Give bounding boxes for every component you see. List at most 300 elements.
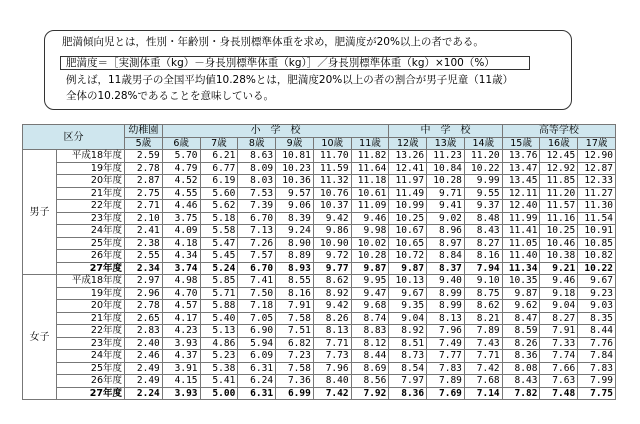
table-cell: 7.92 xyxy=(351,387,389,400)
table-cell: 10.25 xyxy=(540,225,578,238)
table-cell: 7.42 xyxy=(464,362,502,375)
sex-label: 男子 xyxy=(23,150,57,275)
table-cell: 7.42 xyxy=(313,387,351,400)
table-cell: 3.75 xyxy=(162,212,200,225)
table-cell: 11.18 xyxy=(351,175,389,188)
table-cell: 8.84 xyxy=(427,250,465,263)
table-cell: 9.57 xyxy=(276,187,314,200)
table-cell: 9.04 xyxy=(389,312,427,325)
table-cell: 11.27 xyxy=(578,187,616,200)
table-row xyxy=(23,187,616,200)
table-cell: 11.99 xyxy=(502,212,540,225)
header-age: 10歳 xyxy=(313,137,351,150)
table-cell: 12.90 xyxy=(578,150,616,163)
table-cell: 7.96 xyxy=(313,362,351,375)
table-row xyxy=(23,225,616,238)
table-cell: 9.06 xyxy=(276,200,314,213)
table-cell: 11.41 xyxy=(502,225,540,238)
table-cell: 8.96 xyxy=(427,225,465,238)
table-cell: 10.28 xyxy=(427,175,465,188)
table-cell: 7.77 xyxy=(427,350,465,363)
table-cell: 7.13 xyxy=(238,225,276,238)
table-cell: 9.55 xyxy=(464,187,502,200)
table-cell: 8.90 xyxy=(276,237,314,250)
table-cell: 9.42 xyxy=(313,300,351,313)
table-cell: 7.41 xyxy=(238,275,276,288)
table-cell: 8.75 xyxy=(464,287,502,300)
table-cell: 2.38 xyxy=(125,237,163,250)
table-cell: 2.87 xyxy=(125,175,163,188)
table-cell: 8.26 xyxy=(502,337,540,350)
table-cell: 8.89 xyxy=(276,250,314,263)
header-age: 11歳 xyxy=(351,137,389,150)
table-cell: 11.05 xyxy=(502,237,540,250)
table-cell: 2.24 xyxy=(125,387,163,400)
table-cell: 10.61 xyxy=(351,187,389,200)
table-cell: 8.48 xyxy=(464,212,502,225)
table-cell: 8.83 xyxy=(351,325,389,338)
obesity-rate-table xyxy=(22,124,616,400)
table-cell: 10.67 xyxy=(389,225,427,238)
table-cell: 10.35 xyxy=(502,275,540,288)
table-cell: 4.18 xyxy=(162,237,200,250)
table-cell: 7.58 xyxy=(276,362,314,375)
header-age: 13歳 xyxy=(427,137,465,150)
table-cell: 6.70 xyxy=(238,262,276,275)
table-row xyxy=(23,375,616,388)
table-cell: 9.87 xyxy=(389,262,427,275)
table-cell: 7.84 xyxy=(578,350,616,363)
table-cell: 4.70 xyxy=(162,287,200,300)
table-cell: 9.87 xyxy=(351,262,389,275)
table-cell: 6.21 xyxy=(200,150,238,163)
year-label: 23年度 xyxy=(57,337,125,350)
table-cell: 11.20 xyxy=(464,150,502,163)
table-cell: 9.46 xyxy=(351,212,389,225)
header-kindergarten: 幼稚園 xyxy=(125,125,163,138)
table-row xyxy=(23,387,616,400)
table-cell: 9.95 xyxy=(351,275,389,288)
table-cell: 8.59 xyxy=(502,325,540,338)
table-cell: 9.10 xyxy=(464,275,502,288)
table-cell: 7.73 xyxy=(313,350,351,363)
table-cell: 9.21 xyxy=(540,262,578,275)
header-age: 8歳 xyxy=(238,137,276,150)
table-cell: 5.38 xyxy=(200,362,238,375)
header-age: 15歳 xyxy=(502,137,540,150)
table-cell: 5.45 xyxy=(200,250,238,263)
table-cell: 9.42 xyxy=(313,212,351,225)
table-cell: 11.40 xyxy=(502,250,540,263)
table-cell: 7.49 xyxy=(427,337,465,350)
table-cell: 2.97 xyxy=(125,275,163,288)
table-cell: 3.91 xyxy=(162,362,200,375)
table-cell: 13.76 xyxy=(502,150,540,163)
table-cell: 2.96 xyxy=(125,287,163,300)
table-cell: 5.62 xyxy=(200,200,238,213)
table-cell: 10.46 xyxy=(540,237,578,250)
table-cell: 10.38 xyxy=(540,250,578,263)
table-cell: 9.04 xyxy=(540,300,578,313)
table-cell: 8.27 xyxy=(540,312,578,325)
table-cell: 7.74 xyxy=(540,350,578,363)
table-cell: 3.93 xyxy=(162,337,200,350)
table-cell: 2.34 xyxy=(125,262,163,275)
table-cell: 7.48 xyxy=(540,387,578,400)
table-cell: 6.82 xyxy=(276,337,314,350)
note-formula-text: 肥満度＝［実測体重（kg）－身長別標準体重（kg）］／身長別標準体重（kg）×100（%） xyxy=(66,57,495,69)
table-cell: 7.96 xyxy=(427,325,465,338)
table-cell: 12.33 xyxy=(578,175,616,188)
table-cell: 7.18 xyxy=(238,300,276,313)
table-row xyxy=(23,237,616,250)
table-cell: 10.90 xyxy=(313,237,351,250)
table-cell: 9.23 xyxy=(578,287,616,300)
table-row xyxy=(23,362,616,375)
table-cell: 12.45 xyxy=(540,150,578,163)
table-cell: 8.44 xyxy=(578,325,616,338)
table-row xyxy=(23,262,616,275)
table-cell: 8.16 xyxy=(464,250,502,263)
year-label: 27年度 xyxy=(57,387,125,400)
table-cell: 5.60 xyxy=(200,187,238,200)
table-cell: 7.63 xyxy=(540,375,578,388)
year-label: 20年度 xyxy=(57,300,125,313)
table-cell: 8.36 xyxy=(389,387,427,400)
table-cell: 4.86 xyxy=(200,337,238,350)
year-label: 19年度 xyxy=(57,162,125,175)
header-junior-high: 中 学 校 xyxy=(389,125,502,138)
table-cell: 7.99 xyxy=(578,375,616,388)
table-cell: 9.67 xyxy=(578,275,616,288)
table-cell: 7.71 xyxy=(313,337,351,350)
table-cell: 5.58 xyxy=(200,225,238,238)
table-cell: 10.36 xyxy=(276,175,314,188)
table-cell: 11.54 xyxy=(578,212,616,225)
table-cell: 8.03 xyxy=(238,175,276,188)
header-age: 17歳 xyxy=(578,137,616,150)
table-cell: 10.99 xyxy=(389,200,427,213)
table-cell: 7.82 xyxy=(502,387,540,400)
table-cell: 7.68 xyxy=(464,375,502,388)
table-cell: 2.41 xyxy=(125,225,163,238)
table-cell: 4.98 xyxy=(162,275,200,288)
table-cell: 6.90 xyxy=(238,325,276,338)
table-cell: 7.39 xyxy=(238,200,276,213)
note-definition-text: 肥満傾向児とは，性別・年齢別・身長別標準体重を求め，肥満度が20%以上の者である。 xyxy=(62,36,484,48)
year-label: 平成18年度 xyxy=(57,275,125,288)
table-cell: 8.36 xyxy=(502,350,540,363)
table-cell: 8.74 xyxy=(351,312,389,325)
table-cell: 8.08 xyxy=(502,362,540,375)
table-cell: 8.21 xyxy=(464,312,502,325)
table-cell: 8.13 xyxy=(427,312,465,325)
year-label: 24年度 xyxy=(57,225,125,238)
table-cell: 10.82 xyxy=(578,250,616,263)
table-cell: 11.16 xyxy=(540,212,578,225)
table-cell: 8.56 xyxy=(351,375,389,388)
table-cell: 9.03 xyxy=(578,300,616,313)
table-cell: 10.81 xyxy=(276,150,314,163)
table-cell: 8.92 xyxy=(313,287,351,300)
table-cell: 10.22 xyxy=(578,262,616,275)
table-cell: 9.37 xyxy=(464,200,502,213)
header-high-school: 高等学校 xyxy=(502,125,615,138)
table-cell: 10.84 xyxy=(427,162,465,175)
year-label: 25年度 xyxy=(57,237,125,250)
year-label: 20年度 xyxy=(57,175,125,188)
table-cell: 7.83 xyxy=(578,362,616,375)
table-cell: 9.87 xyxy=(502,287,540,300)
table-cell: 6.77 xyxy=(200,162,238,175)
table-row xyxy=(23,150,616,163)
table-row xyxy=(23,200,616,213)
table-cell: 8.55 xyxy=(276,275,314,288)
table-cell: 13.26 xyxy=(389,150,427,163)
table-cell: 11.23 xyxy=(427,150,465,163)
table-cell: 8.26 xyxy=(313,312,351,325)
table-cell: 8.62 xyxy=(313,275,351,288)
note-example-text-cont: 全体の10.28%であることを意味している。 xyxy=(66,90,275,102)
table-cell: 7.53 xyxy=(238,187,276,200)
table-cell: 7.75 xyxy=(578,387,616,400)
table-cell: 4.37 xyxy=(162,350,200,363)
table-cell: 9.72 xyxy=(313,250,351,263)
table-cell: 8.99 xyxy=(427,300,465,313)
table-cell: 2.78 xyxy=(125,300,163,313)
table-cell: 8.12 xyxy=(351,337,389,350)
table-cell: 7.89 xyxy=(427,375,465,388)
table-cell: 8.37 xyxy=(427,262,465,275)
table-cell: 7.43 xyxy=(464,337,502,350)
table-row xyxy=(23,287,616,300)
table-cell: 11.32 xyxy=(313,175,351,188)
table-cell: 4.09 xyxy=(162,225,200,238)
year-label: 24年度 xyxy=(57,350,125,363)
table-cell: 11.64 xyxy=(351,162,389,175)
table-cell: 10.85 xyxy=(578,237,616,250)
table-cell: 7.69 xyxy=(427,387,465,400)
table-cell: 8.73 xyxy=(389,350,427,363)
table-cell: 4.23 xyxy=(162,325,200,338)
table-cell: 8.40 xyxy=(313,375,351,388)
table-cell: 10.37 xyxy=(313,200,351,213)
header-age: 16歳 xyxy=(540,137,578,150)
table-cell: 11.30 xyxy=(578,200,616,213)
table-cell: 7.23 xyxy=(276,350,314,363)
table-cell: 8.09 xyxy=(238,162,276,175)
table-cell: 8.39 xyxy=(276,212,314,225)
table-cell: 11.59 xyxy=(313,162,351,175)
table-cell: 2.65 xyxy=(125,312,163,325)
table-cell: 5.70 xyxy=(162,150,200,163)
header-age: 6歳 xyxy=(162,137,200,150)
table-cell: 9.71 xyxy=(427,187,465,200)
table-cell: 7.66 xyxy=(540,362,578,375)
table-cell: 4.34 xyxy=(162,250,200,263)
year-label: 22年度 xyxy=(57,325,125,338)
table-cell: 2.71 xyxy=(125,200,163,213)
table-cell: 6.70 xyxy=(238,212,276,225)
table-cell: 12.41 xyxy=(389,162,427,175)
table-cell: 7.51 xyxy=(276,325,314,338)
table-row xyxy=(23,325,616,338)
table-cell: 7.36 xyxy=(276,375,314,388)
table-cell: 9.67 xyxy=(389,287,427,300)
table-cell: 7.83 xyxy=(427,362,465,375)
table-cell: 9.86 xyxy=(313,225,351,238)
table-cell: 9.47 xyxy=(351,287,389,300)
table-cell: 9.46 xyxy=(540,275,578,288)
table-cell: 8.16 xyxy=(276,287,314,300)
table-cell: 10.65 xyxy=(389,237,427,250)
table-cell: 5.18 xyxy=(200,212,238,225)
table-cell: 6.31 xyxy=(238,362,276,375)
table-cell: 2.40 xyxy=(125,337,163,350)
table-cell: 6.09 xyxy=(238,350,276,363)
table-cell: 13.47 xyxy=(502,162,540,175)
table-cell: 4.55 xyxy=(162,187,200,200)
table-cell: 6.24 xyxy=(238,375,276,388)
header-age: 14歳 xyxy=(464,137,502,150)
table-cell: 10.22 xyxy=(464,162,502,175)
table-cell: 10.13 xyxy=(389,275,427,288)
table-cell: 11.57 xyxy=(540,200,578,213)
table-cell: 9.68 xyxy=(351,300,389,313)
year-label: 21年度 xyxy=(57,187,125,200)
year-label: 22年度 xyxy=(57,200,125,213)
table-cell: 7.89 xyxy=(464,325,502,338)
table-cell: 9.24 xyxy=(276,225,314,238)
table-cell: 9.77 xyxy=(313,262,351,275)
header-age: 7歳 xyxy=(200,137,238,150)
table-row xyxy=(23,162,616,175)
table-cell: 5.94 xyxy=(238,337,276,350)
header-age: 9歳 xyxy=(276,137,314,150)
year-label: 19年度 xyxy=(57,287,125,300)
table-cell: 4.15 xyxy=(162,375,200,388)
table-cell: 7.71 xyxy=(464,350,502,363)
table-cell: 2.10 xyxy=(125,212,163,225)
table-cell: 10.91 xyxy=(578,225,616,238)
table-cell: 5.71 xyxy=(200,287,238,300)
table-row xyxy=(23,350,616,363)
table-cell: 2.46 xyxy=(125,350,163,363)
table-cell: 10.28 xyxy=(351,250,389,263)
table-cell: 7.50 xyxy=(238,287,276,300)
table-cell: 11.97 xyxy=(389,175,427,188)
table-cell: 8.35 xyxy=(578,312,616,325)
table-cell: 3.74 xyxy=(162,262,200,275)
table-row xyxy=(23,175,616,188)
year-label: 23年度 xyxy=(57,212,125,225)
table-cell: 12.40 xyxy=(502,200,540,213)
table-cell: 8.93 xyxy=(276,262,314,275)
year-label: 25年度 xyxy=(57,362,125,375)
sex-label: 女子 xyxy=(23,275,57,400)
table-cell: 7.57 xyxy=(238,250,276,263)
table-cell: 4.52 xyxy=(162,175,200,188)
table-row xyxy=(23,337,616,350)
table-cell: 8.69 xyxy=(351,362,389,375)
table-cell: 7.97 xyxy=(389,375,427,388)
table-row xyxy=(23,275,616,288)
table-cell: 11.20 xyxy=(540,187,578,200)
table-cell: 8.51 xyxy=(389,337,427,350)
table-cell: 10.02 xyxy=(351,237,389,250)
table-cell: 13.45 xyxy=(502,175,540,188)
table-cell: 8.27 xyxy=(464,237,502,250)
table-cell: 8.62 xyxy=(464,300,502,313)
table-cell: 8.43 xyxy=(502,375,540,388)
table-cell: 8.47 xyxy=(502,312,540,325)
table-cell: 8.97 xyxy=(427,237,465,250)
table-cell: 12.92 xyxy=(540,162,578,175)
table-cell: 5.85 xyxy=(200,275,238,288)
table-cell: 4.57 xyxy=(162,300,200,313)
table-cell: 11.09 xyxy=(351,200,389,213)
table-cell: 2.49 xyxy=(125,375,163,388)
table-cell: 8.43 xyxy=(464,225,502,238)
table-row xyxy=(23,212,616,225)
table-cell: 8.54 xyxy=(389,362,427,375)
year-label: 21年度 xyxy=(57,312,125,325)
table-cell: 9.35 xyxy=(389,300,427,313)
table-cell: 10.72 xyxy=(389,250,427,263)
table-cell: 11.82 xyxy=(351,150,389,163)
year-label: 平成18年度 xyxy=(57,150,125,163)
table-cell: 7.33 xyxy=(540,337,578,350)
table-row xyxy=(23,250,616,263)
table-cell: 8.44 xyxy=(351,350,389,363)
table-cell: 6.19 xyxy=(200,175,238,188)
year-label: 26年度 xyxy=(57,375,125,388)
table-cell: 4.79 xyxy=(162,162,200,175)
table-row xyxy=(23,312,616,325)
table-cell: 5.24 xyxy=(200,262,238,275)
table-cell: 10.25 xyxy=(389,212,427,225)
table-cell: 11.85 xyxy=(540,175,578,188)
table-cell: 5.47 xyxy=(200,237,238,250)
table-cell: 11.49 xyxy=(389,187,427,200)
header-age: 5歳 xyxy=(125,137,163,150)
table-cell: 2.55 xyxy=(125,250,163,263)
header-age: 12歳 xyxy=(389,137,427,150)
year-label: 26年度 xyxy=(57,250,125,263)
table-cell: 7.91 xyxy=(276,300,314,313)
table-cell: 2.59 xyxy=(125,150,163,163)
table-cell: 9.40 xyxy=(427,275,465,288)
table-cell: 4.17 xyxy=(162,312,200,325)
table-cell: 2.78 xyxy=(125,162,163,175)
table-cell: 10.76 xyxy=(313,187,351,200)
table-cell: 5.00 xyxy=(200,387,238,400)
table-cell: 12.87 xyxy=(578,162,616,175)
table-cell: 9.62 xyxy=(502,300,540,313)
table-cell: 6.99 xyxy=(276,387,314,400)
table-cell: 5.23 xyxy=(200,350,238,363)
table-cell: 9.41 xyxy=(427,200,465,213)
table-cell: 7.94 xyxy=(464,262,502,275)
table-cell: 5.40 xyxy=(200,312,238,325)
table-cell: 10.23 xyxy=(276,162,314,175)
table-cell: 3.93 xyxy=(162,387,200,400)
table-cell: 9.98 xyxy=(351,225,389,238)
table-cell: 9.02 xyxy=(427,212,465,225)
table-cell: 2.49 xyxy=(125,362,163,375)
year-label: 27年度 xyxy=(57,262,125,275)
table-cell: 5.13 xyxy=(200,325,238,338)
